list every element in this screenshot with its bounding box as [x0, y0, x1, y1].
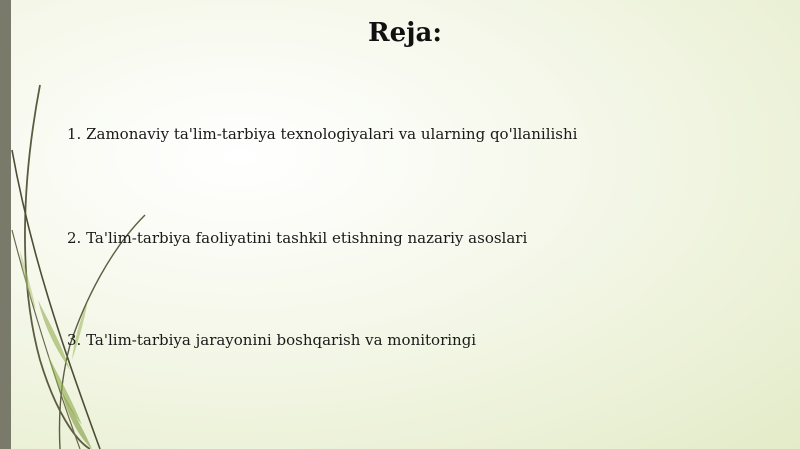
agenda-item-3: 3. Ta'lim-tarbiya jarayonini boshqarish va monitoringi — [67, 331, 477, 349]
slide-title: Reja: — [367, 18, 442, 48]
agenda-item-2: 2. Ta'lim-tarbiya faoliyatini tashkil etishning nazariy asoslari — [67, 229, 528, 247]
agenda-item-1: 1. Zamonaviy ta'lim-tarbiya texnologiyalari va ularning qo'llanilishi — [67, 125, 578, 143]
decorative-fern-lines — [0, 0, 200, 449]
